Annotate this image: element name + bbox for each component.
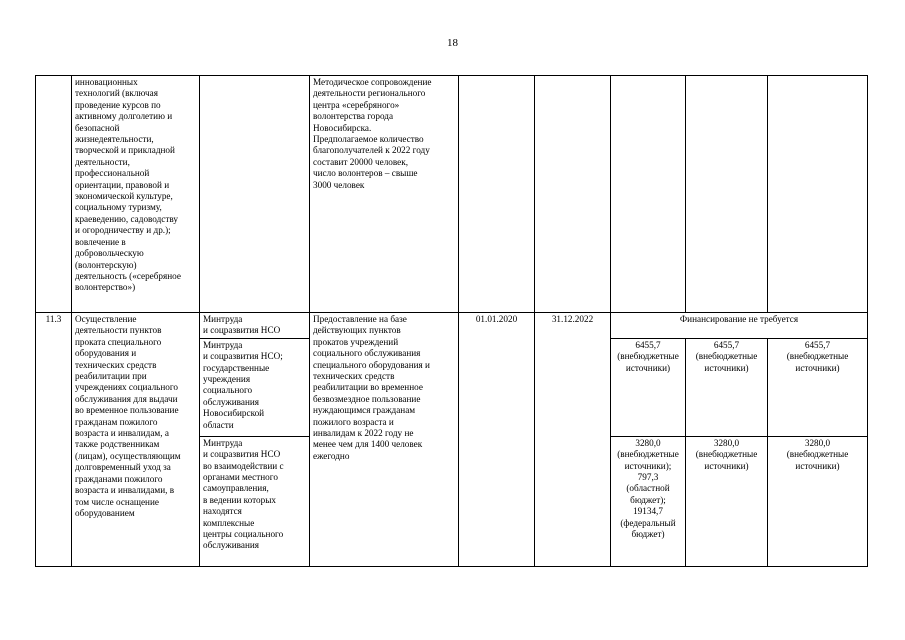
cell-fin-3-c: 3280,0 (внебюджетные источники) xyxy=(768,436,868,566)
cell-task-continued: инновационных технологий (включая проведение курсов по активному долголетию и безопасной жизнедеятельности, творческой и прикладной деятельности, профессиональной ориентации, правовой и экономической культуре, социальному туризму, краеведению, садоводству и огородничеству и др.); вовлечение в добровольческую (волонтерскую) деятельность («серебряное волонтерство») xyxy=(72,76,200,313)
cell-fin-2021-empty xyxy=(686,76,768,313)
cell-end-date: 31.12.2022 xyxy=(535,313,611,567)
cell-fin-2-b: 6455,7 (внебюджетные источники) xyxy=(686,338,768,436)
cell-row-number: 11.3 xyxy=(36,313,72,567)
cell-fin-2020-empty xyxy=(611,76,686,313)
cell-executor-2: Минтруда и соцразвития НСО; государственные учреждения социального обслуживания Новосибирской области xyxy=(200,338,310,436)
cell-result-11-3: Предоставление на базе действующих пунктов прокатов учреждений социального обслуживания специального оборудования и технических средств реабилитации во временное безвозмездное пользование нуждающимся гражданам пожилого возраста и инвалидам к 2022 году не менее чем для 1400 человек ежегодно xyxy=(310,313,459,567)
table-row-11-3-a xyxy=(36,313,868,339)
cell-start-empty xyxy=(459,76,535,313)
table-row-continued xyxy=(36,76,868,313)
cell-executor-1: Минтруда и соцразвития НСО xyxy=(200,313,310,339)
cell-number-empty xyxy=(36,76,72,313)
cell-executor-3: Минтруда и соцразвития НСО во взаимодействии с органами местного самоуправления, в ведении которых находятся комплексные центры социального обслуживания xyxy=(200,436,310,566)
cell-financing-note: Финансирование не требуется xyxy=(611,313,868,339)
page-number: 18 xyxy=(447,37,458,49)
cell-result-continued: Методическое сопровождение деятельности регионального центра «серебряного» волонтерства города Новосибирска. Предполагаемое количество благополучателей к 2022 году составит 20000 человек, число волонтеров – свыше 3000 человек xyxy=(310,76,459,313)
cell-fin-2022-empty xyxy=(768,76,868,313)
cell-start-date: 01.01.2020 xyxy=(459,313,535,567)
cell-fin-2-a: 6455,7 (внебюджетные источники) xyxy=(611,338,686,436)
cell-end-empty xyxy=(535,76,611,313)
plan-table xyxy=(35,75,868,567)
cell-executor-empty xyxy=(200,76,310,313)
cell-fin-2-c: 6455,7 (внебюджетные источники) xyxy=(768,338,868,436)
cell-fin-3-a: 3280,0 (внебюджетные источники); 797,3 (областной бюджет); 19134,7 (федеральный бюджет) xyxy=(611,436,686,566)
cell-task-11-3: Осуществление деятельности пунктов проката специального оборудования и технических средств реабилитации при учреждениях социального обслуживания для выдачи во временное пользование гражданам пожилого возраста и инвалидам, а также родственникам (лицам), осуществляющим долговременный уход за гражданами пожилого возраста и инвалидами, в том числе оснащение оборудованием xyxy=(72,313,200,567)
cell-fin-3-b: 3280,0 (внебюджетные источники) xyxy=(686,436,768,566)
